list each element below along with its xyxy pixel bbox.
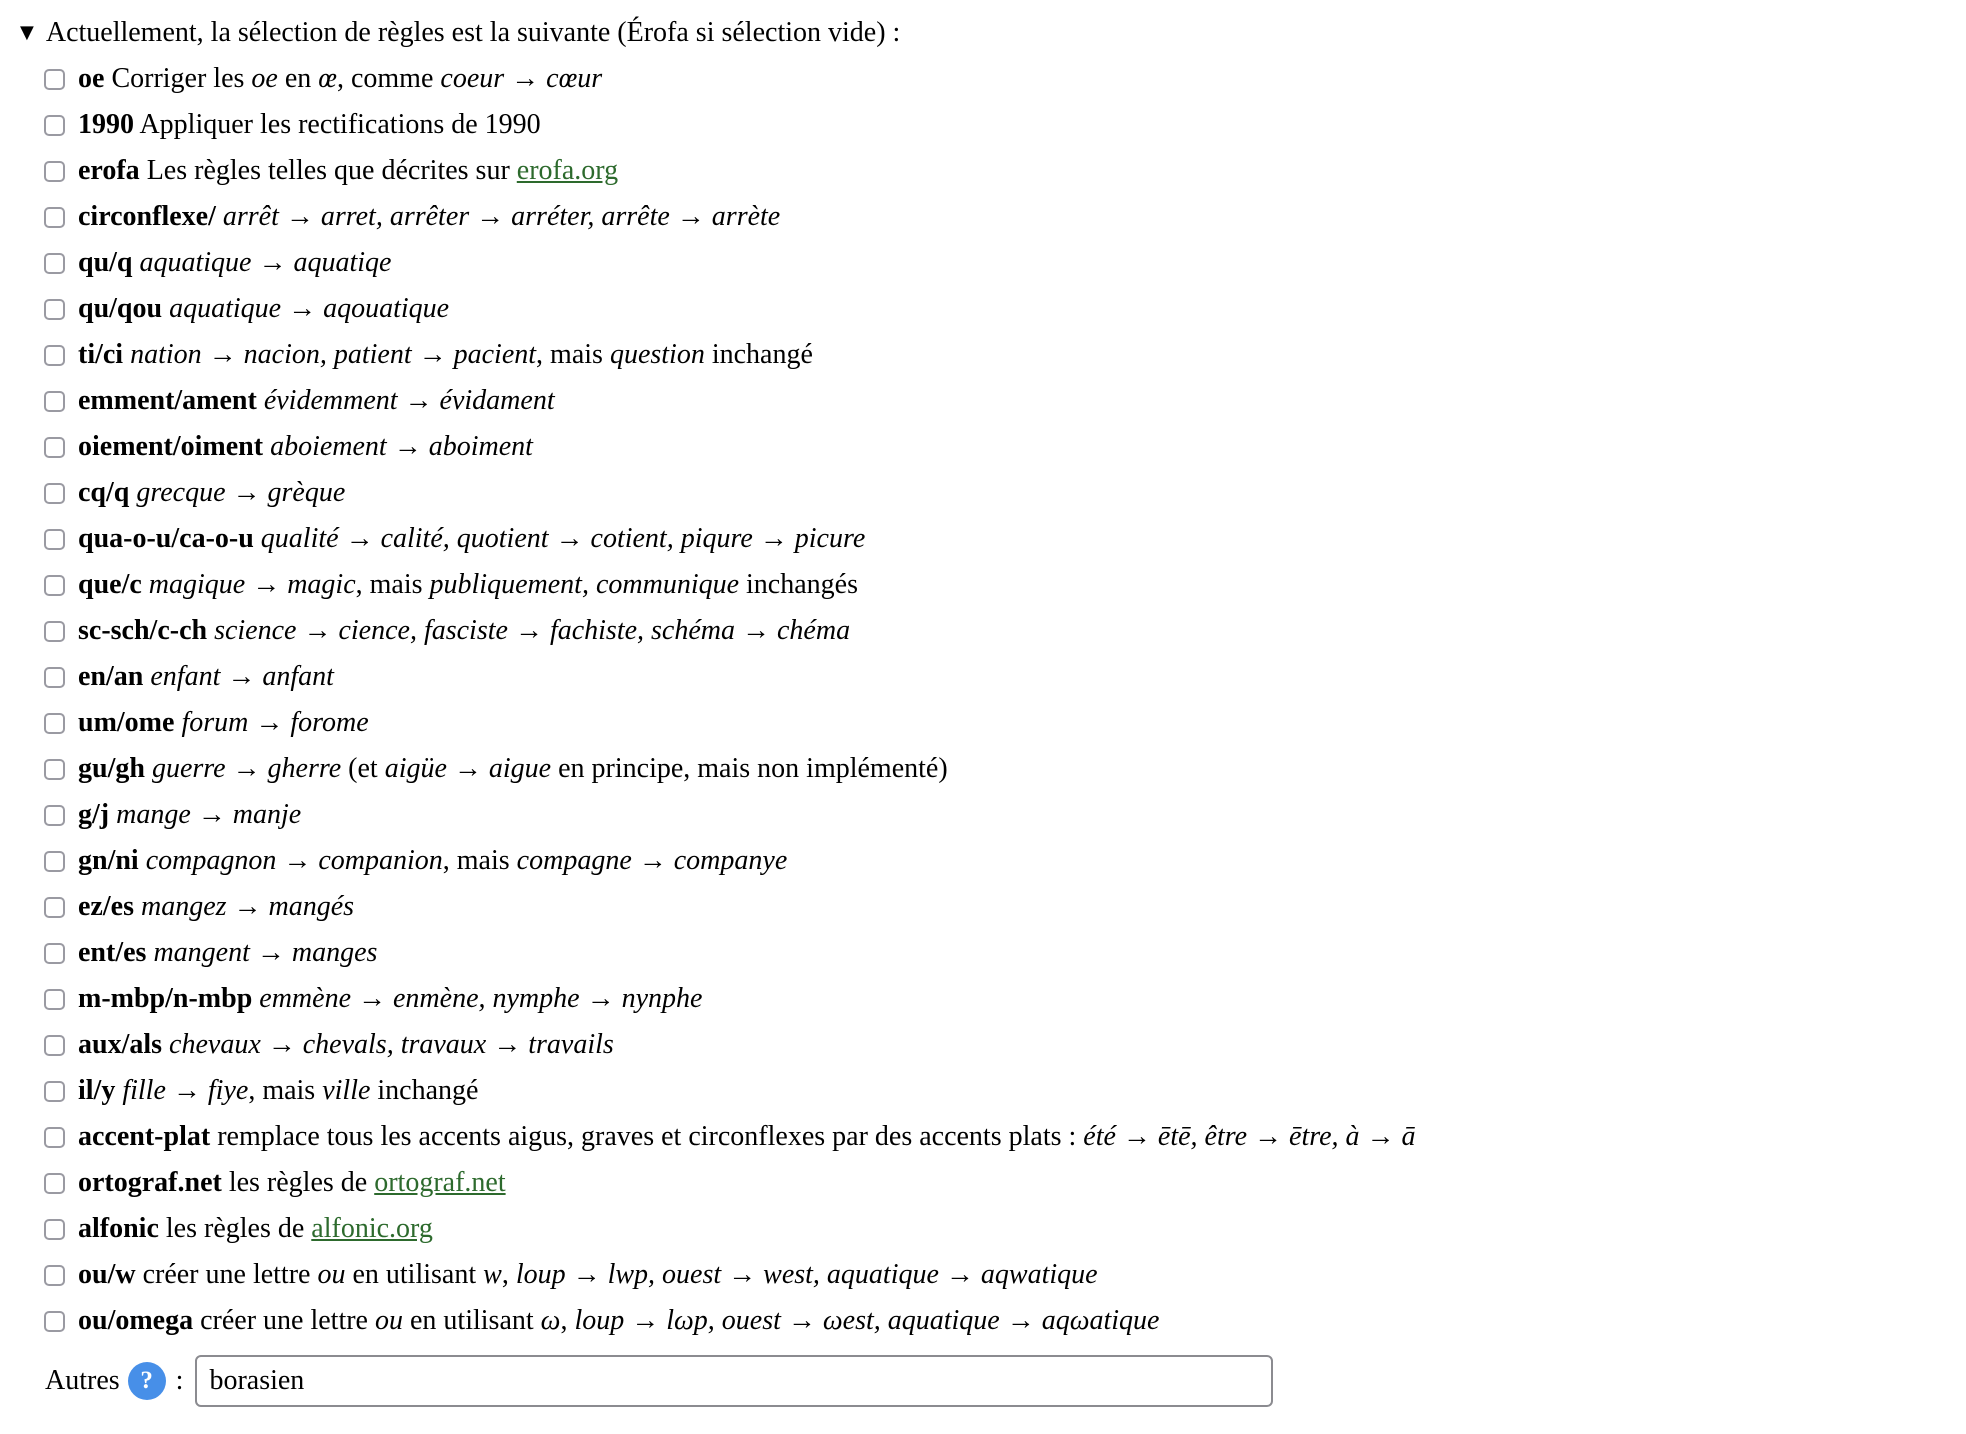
rule-text-segment: créer une lettre bbox=[193, 1305, 375, 1336]
checkbox-ortograf-net[interactable] bbox=[44, 1173, 65, 1194]
rule-text-segment: 1990 bbox=[78, 109, 134, 140]
rule-item-qu-qou bbox=[44, 286, 1966, 332]
checkbox-en-an[interactable] bbox=[44, 667, 65, 688]
rule-item-circonflexe bbox=[44, 194, 1966, 240]
rule-item-alfonic bbox=[44, 1206, 1966, 1252]
rule-text-segment: ti/ci bbox=[78, 339, 124, 370]
rule-text-segment: oiement/oiment bbox=[78, 431, 264, 462]
rule-item-que-c bbox=[44, 562, 1966, 608]
rule-text-segment: loup → lwp, ouest → west, aquatique → aqwatique bbox=[515, 1259, 1098, 1290]
rule-text-segment: Corriger les bbox=[104, 63, 252, 94]
rule-text-segment: que/c bbox=[78, 569, 142, 600]
rule-item-accent-plat bbox=[44, 1114, 1966, 1160]
rule-label-ortograf-net bbox=[78, 1167, 506, 1199]
rule-item-qu-q bbox=[44, 240, 1966, 286]
rule-label-m-mbp-n-mbp bbox=[78, 983, 702, 1015]
rule-item-ez-es bbox=[44, 884, 1966, 930]
rule-text-segment: œ bbox=[318, 63, 337, 94]
rule-label-oe bbox=[78, 63, 602, 95]
rule-text-segment: , mais bbox=[248, 1075, 323, 1106]
checkbox-sc-sch-c-ch[interactable] bbox=[44, 621, 65, 642]
rule-text-segment: emment/ament bbox=[78, 385, 257, 416]
rule-item-ortograf-net bbox=[44, 1160, 1966, 1206]
autres-label: Autres bbox=[45, 1365, 120, 1396]
rule-text-segment: arrêt → arret, arrêter → arréter, arrête → arrète bbox=[215, 201, 781, 232]
rule-item-emment-ament bbox=[44, 378, 1966, 424]
checkbox-um-ome[interactable] bbox=[44, 713, 65, 734]
rule-text-segment: inchangé bbox=[370, 1075, 479, 1106]
rule-text-segment: ou/w bbox=[78, 1259, 136, 1290]
rule-text-segment: coeur → cœur bbox=[440, 63, 603, 94]
rule-text-segment: inchangés bbox=[739, 569, 858, 600]
rule-label-oiement-oiment bbox=[78, 431, 533, 463]
rule-text-segment: compagne → companye bbox=[516, 845, 788, 876]
rule-text-segment: inchangé bbox=[704, 339, 813, 370]
rule-label-ou-w bbox=[78, 1259, 1098, 1291]
rule-text-segment: ω bbox=[540, 1305, 561, 1336]
rule-text-segment: été → ētē, être → ētre, à → ā bbox=[1083, 1121, 1416, 1152]
rule-text-segment: nation → nacion, patient → pacient bbox=[123, 339, 537, 370]
rule-text-segment: mangent → manges bbox=[146, 937, 378, 968]
rule-label-qu-qou bbox=[78, 293, 449, 325]
rule-item-ti-ci bbox=[44, 332, 1966, 378]
rule-label-gn-ni bbox=[78, 845, 787, 877]
rule-text-segment: publiquement, communique bbox=[429, 569, 740, 600]
checkbox-m-mbp-n-mbp[interactable] bbox=[44, 989, 65, 1010]
rule-text-segment: il/y bbox=[78, 1075, 116, 1106]
checkbox-que-c[interactable] bbox=[44, 575, 65, 596]
checkbox-ti-ci[interactable] bbox=[44, 345, 65, 366]
rule-text-segment: guerre → gherre bbox=[144, 753, 342, 784]
rule-label-qua-o-u-ca-o-u bbox=[78, 523, 865, 555]
rule-text-segment: Appliquer les rectifications de 1990 bbox=[134, 109, 541, 140]
rules-list bbox=[44, 56, 1966, 1344]
rule-text-segment: qualité → calité, quotient → cotient, piqure → picure bbox=[253, 523, 866, 554]
checkbox-1990[interactable] bbox=[44, 115, 65, 136]
checkbox-circonflexe[interactable] bbox=[44, 207, 65, 228]
rule-text-segment: les règles de bbox=[221, 1167, 375, 1198]
rule-text-segment: en utilisant bbox=[403, 1305, 541, 1336]
rule-label-ti-ci bbox=[78, 339, 813, 371]
erofa-org-link[interactable]: erofa.org bbox=[516, 155, 619, 186]
rule-text-segment: grecque → grèque bbox=[129, 477, 346, 508]
rule-item-erofa bbox=[44, 148, 1966, 194]
checkbox-ez-es[interactable] bbox=[44, 897, 65, 918]
rule-text-segment: ou/omega bbox=[78, 1305, 194, 1336]
rule-text-segment: forum → forome bbox=[174, 707, 369, 738]
checkbox-oe[interactable] bbox=[44, 69, 65, 90]
rule-text-segment: , bbox=[501, 1259, 516, 1290]
rule-label-sc-sch-c-ch bbox=[78, 615, 850, 647]
rule-item-aux-als bbox=[44, 1022, 1966, 1068]
rule-text-segment: gn/ni bbox=[78, 845, 139, 876]
rule-item-qua-o-u-ca-o-u bbox=[44, 516, 1966, 562]
rule-label-que-c bbox=[78, 569, 858, 601]
rules-disclosure-header[interactable] bbox=[20, 10, 1966, 56]
rule-text-segment: ou bbox=[317, 1259, 346, 1290]
rule-text-segment: gu/gh bbox=[78, 753, 145, 784]
rule-text-segment: emmène → enmène, nymphe → nynphe bbox=[252, 983, 703, 1014]
rule-text-segment: magique → magic bbox=[141, 569, 356, 600]
help-button[interactable]: ? bbox=[128, 1362, 166, 1400]
rule-item-gn-ni bbox=[44, 838, 1966, 884]
rule-label-qu-q bbox=[78, 247, 391, 279]
autres-row bbox=[45, 1352, 1966, 1410]
rule-text-segment: qua-o-u/ca-o-u bbox=[78, 523, 254, 554]
rule-label-en-an bbox=[78, 661, 334, 693]
checkbox-aux-als[interactable] bbox=[44, 1035, 65, 1056]
rule-label-gu-gh bbox=[78, 753, 948, 785]
checkbox-qua-o-u-ca-o-u[interactable] bbox=[44, 529, 65, 550]
rule-text-segment: accent-plat bbox=[78, 1121, 211, 1152]
checkbox-ou-w[interactable] bbox=[44, 1265, 65, 1286]
rule-text-segment: aquatique → aqouatique bbox=[162, 293, 450, 324]
rule-label-erofa bbox=[78, 155, 618, 187]
rule-label-circonflexe bbox=[78, 201, 780, 233]
rule-text-segment: alfonic bbox=[78, 1213, 159, 1244]
ortograf-net-link[interactable]: ortograf.net bbox=[374, 1167, 506, 1198]
rule-item-oiement-oiment bbox=[44, 424, 1966, 470]
rule-text-segment: (et bbox=[341, 753, 385, 784]
rule-text-segment: ent/es bbox=[78, 937, 147, 968]
rule-text-segment: ortograf.net bbox=[78, 1167, 222, 1198]
autres-input[interactable] bbox=[195, 1355, 1273, 1407]
disclosure-triangle-icon[interactable]: ▼ bbox=[20, 22, 34, 43]
rule-text-segment: fille → fiye bbox=[115, 1075, 249, 1106]
checkbox-cq-q[interactable] bbox=[44, 483, 65, 504]
rule-label-ez-es bbox=[78, 891, 354, 923]
autres-colon: : bbox=[175, 1365, 184, 1396]
rule-text-segment: , mais bbox=[355, 569, 430, 600]
checkbox-alfonic[interactable] bbox=[44, 1219, 65, 1240]
rule-text-segment: chevaux → chevals, travaux → travails bbox=[162, 1029, 614, 1060]
rule-text-segment: enfant → anfant bbox=[143, 661, 334, 692]
rule-item-cq-q bbox=[44, 470, 1966, 516]
rule-text-segment: les règles de bbox=[158, 1213, 312, 1244]
rule-label-alfonic bbox=[78, 1213, 433, 1245]
rule-text-segment: mangez → mangés bbox=[133, 891, 355, 922]
rule-text-segment: en bbox=[277, 63, 319, 94]
rule-label-1990 bbox=[78, 109, 541, 141]
rule-label-cq-q bbox=[78, 477, 345, 509]
checkbox-gn-ni[interactable] bbox=[44, 851, 65, 872]
rule-item-il-y bbox=[44, 1068, 1966, 1114]
rule-text-segment: oe bbox=[78, 63, 105, 94]
rule-text-segment: cq/q bbox=[78, 477, 130, 508]
rule-item-1990 bbox=[44, 102, 1966, 148]
rule-label-ou-omega bbox=[78, 1305, 1159, 1337]
rule-text-segment: circonflexe/ bbox=[78, 201, 216, 232]
rule-label-il-y bbox=[78, 1075, 478, 1107]
rule-item-ou-w bbox=[44, 1252, 1966, 1298]
rule-text-segment: aquatique → aquatiqe bbox=[132, 247, 392, 278]
rule-label-g-j bbox=[78, 799, 301, 831]
rule-label-emment-ament bbox=[78, 385, 555, 417]
rule-text-segment: ou bbox=[375, 1305, 403, 1336]
checkbox-gu-gh[interactable] bbox=[44, 759, 65, 780]
rule-text-segment: mange → manje bbox=[109, 799, 302, 830]
rule-item-ent-es bbox=[44, 930, 1966, 976]
rule-text-segment: remplace tous les accents aigus, graves et circonflexes par des accents plats : bbox=[210, 1121, 1084, 1152]
rule-text-segment: créer une lettre bbox=[135, 1259, 318, 1290]
rule-text-segment: sc-sch/c-ch bbox=[78, 615, 208, 646]
rule-label-um-ome bbox=[78, 707, 369, 739]
rule-text-segment: ez/es bbox=[78, 891, 134, 922]
checkbox-il-y[interactable] bbox=[44, 1081, 65, 1102]
checkbox-emment-ament[interactable] bbox=[44, 391, 65, 412]
rule-text-segment: en utilisant bbox=[345, 1259, 484, 1290]
rule-item-en-an bbox=[44, 654, 1966, 700]
rule-text-segment: um/ome bbox=[78, 707, 175, 738]
rule-text-segment: en principe, mais non implémenté) bbox=[551, 753, 948, 784]
rule-label-ent-es bbox=[78, 937, 377, 969]
rule-text-segment: , comme bbox=[336, 63, 441, 94]
rule-text-segment: w bbox=[483, 1259, 502, 1290]
rule-text-segment: en/an bbox=[78, 661, 144, 692]
rule-text-segment: aux/als bbox=[78, 1029, 163, 1060]
checkbox-ent-es[interactable] bbox=[44, 943, 65, 964]
rule-item-um-ome bbox=[44, 700, 1966, 746]
rule-text-segment: erofa bbox=[78, 155, 140, 186]
checkbox-accent-plat[interactable] bbox=[44, 1127, 65, 1148]
rule-text-segment: qu/qou bbox=[78, 293, 163, 324]
rule-text-segment: ville bbox=[322, 1075, 371, 1106]
rule-text-segment: science → cience, fasciste → fachiste, schéma → chéma bbox=[207, 615, 851, 646]
rule-text-segment: , mais bbox=[536, 339, 610, 370]
checkbox-erofa[interactable] bbox=[44, 161, 65, 182]
rules-header-title: Actuellement, la sélection de règles est la suivante (Érofa si sélection vide) : bbox=[45, 17, 901, 48]
checkbox-g-j[interactable] bbox=[44, 805, 65, 826]
rule-text-segment: g/j bbox=[78, 799, 110, 830]
rule-label-accent-plat bbox=[78, 1121, 1416, 1153]
rule-text-segment: qu/q bbox=[78, 247, 133, 278]
rule-text-segment: oe bbox=[251, 63, 278, 94]
rule-item-g-j bbox=[44, 792, 1966, 838]
rule-text-segment: évidemment → évidament bbox=[256, 385, 555, 416]
rule-text-segment: , mais bbox=[442, 845, 517, 876]
rule-label-aux-als bbox=[78, 1029, 614, 1061]
rule-item-sc-sch-c-ch bbox=[44, 608, 1966, 654]
rule-text-segment: m-mbp/n-mbp bbox=[78, 983, 253, 1014]
checkbox-qu-q[interactable] bbox=[44, 253, 65, 274]
rule-item-m-mbp-n-mbp bbox=[44, 976, 1966, 1022]
rule-text-segment: question bbox=[609, 339, 705, 370]
rule-item-oe bbox=[44, 56, 1966, 102]
rule-text-segment: aboiement → aboiment bbox=[263, 431, 533, 462]
rule-text-segment: compagnon → companion bbox=[138, 845, 443, 876]
alfonic-org-link[interactable]: alfonic.org bbox=[311, 1213, 433, 1244]
checkbox-oiement-oiment[interactable] bbox=[44, 437, 65, 458]
rule-text-segment: loup → lωp, ouest → ωest, aquatique → aqωatique bbox=[574, 1305, 1160, 1336]
rule-item-ou-omega bbox=[44, 1298, 1966, 1344]
checkbox-qu-qou[interactable] bbox=[44, 299, 65, 320]
rule-text-segment: , bbox=[560, 1305, 575, 1336]
checkbox-ou-omega[interactable] bbox=[44, 1311, 65, 1332]
rule-text-segment: Les règles telles que décrites sur bbox=[139, 155, 517, 186]
rule-item-gu-gh bbox=[44, 746, 1966, 792]
rule-text-segment: aigüe → aigue bbox=[384, 753, 552, 784]
